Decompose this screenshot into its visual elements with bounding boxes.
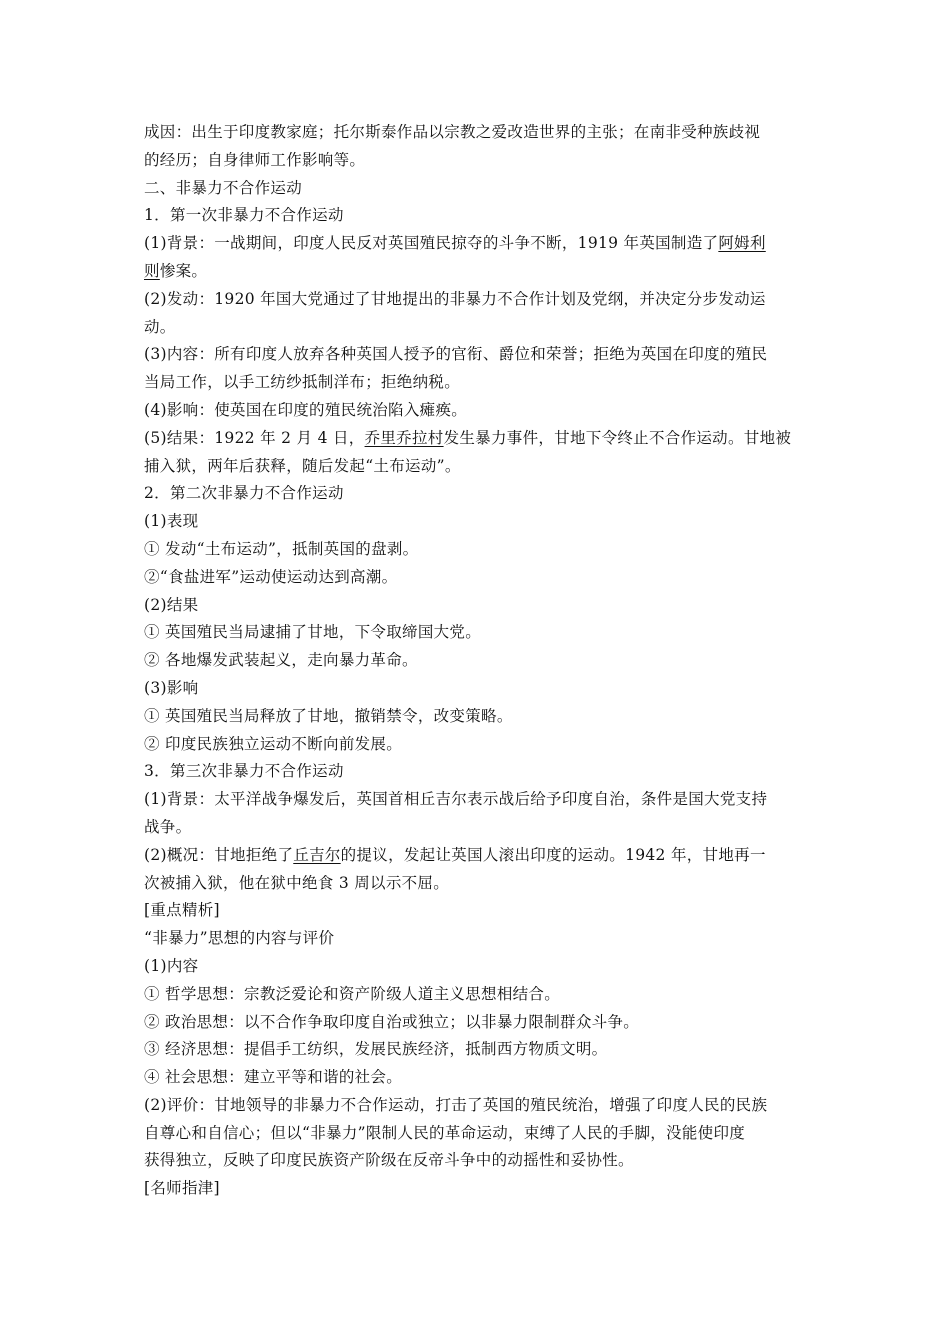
text-segment: 动。 — [144, 317, 176, 336]
text-line — [144, 592, 810, 620]
text-line — [144, 925, 810, 953]
text-line — [144, 202, 810, 230]
text-line — [144, 1036, 810, 1064]
text-segment: ① 发动“土布运动”，抵制英国的盘剥。 — [144, 539, 419, 558]
text-line — [144, 564, 810, 592]
text-segment: ② 各地爆发武装起义，走向暴力革命。 — [144, 651, 418, 670]
text-segment: 3．第三次非暴力不合作运动 — [144, 762, 344, 781]
text-line — [144, 703, 810, 731]
text-line — [144, 536, 810, 564]
underlined-term: 阿姆利 — [718, 234, 766, 253]
text-segment: ① 英国殖民当局释放了甘地，撤销禁令，改变策略。 — [144, 706, 513, 725]
text-segment: 惨案。 — [159, 261, 208, 280]
text-segment: ② 印度民族独立运动不断向前发展。 — [144, 734, 403, 753]
text-line — [144, 314, 810, 342]
text-line — [144, 953, 810, 981]
text-line — [144, 842, 810, 870]
text-line — [144, 1009, 810, 1037]
text-segment: (2)评价：甘地领导的非暴力不合作运动，打击了英国的殖民统治，增强了印度人民的民族 — [144, 1095, 768, 1114]
text-segment: 成因：出生于印度教家庭；托尔斯泰作品以宗教之爱改造世界的主张；在南非受种族歧视 — [144, 123, 761, 141]
text-segment: (2)概况：甘地拒绝了 — [144, 845, 294, 864]
text-segment: 战争。 — [144, 817, 192, 836]
text-segment: “非暴力”思想的内容与评价 — [144, 929, 335, 948]
text-segment: 当局工作，以手工纺纱抵制洋布；拒绝纳税。 — [144, 373, 461, 392]
text-segment: ②“食盐进军”运动使运动达到高潮。 — [144, 567, 398, 586]
text-line — [144, 1092, 810, 1120]
text-segment: ① 英国殖民当局逮捕了甘地，下令取缔国大党。 — [144, 623, 482, 642]
text-segment: (5)结果：1922 年 2 月 4 日， — [144, 428, 365, 447]
text-segment: (2)结果 — [144, 595, 199, 614]
text-segment: (3)内容：所有印度人放弃各种英国人授予的官衔、爵位和荣誉；拒绝为英国在印度的殖民 — [144, 345, 768, 364]
text-segment: [名师指津] — [144, 1179, 220, 1198]
text-line — [144, 369, 810, 397]
text-segment: ② 政治思想：以不合作争取印度自治或独立；以非暴力限制群众斗争。 — [144, 1012, 640, 1031]
text-line — [144, 758, 810, 786]
text-line — [144, 1064, 810, 1092]
text-line — [144, 981, 810, 1009]
text-segment: 捕入狱，两年后获释，随后发起“土布运动”。 — [144, 456, 461, 475]
text-line — [144, 870, 810, 898]
text-segment: (1)内容 — [144, 956, 199, 975]
text-segment: ④ 社会思想：建立平等和谐的社会。 — [144, 1068, 403, 1087]
text-segment: (1)背景：太平洋战争爆发后，英国首相丘吉尔表示战后给予印度自治，条件是国大党支持 — [144, 790, 768, 809]
text-segment: 自尊心和自信心；但以“非暴力”限制人民的革命运动，束缚了人民的手脚，没能使印度 — [144, 1123, 746, 1142]
text-segment: (3)影响 — [144, 678, 199, 697]
text-line — [144, 119, 810, 147]
text-segment: [重点精析] — [144, 901, 220, 920]
text-line — [144, 453, 810, 481]
text-line — [144, 147, 810, 175]
text-segment: (1)背景：一战期间，印度人民反对英国殖民掠夺的斗争不断，1919 年英国制造了 — [144, 234, 719, 253]
text-segment: 的提议，发起让英国人滚出印度的运动。1942 年，甘地再一 — [340, 845, 766, 864]
text-segment: 发生暴力事件，甘地下令终止不合作运动。甘地被 — [443, 428, 792, 447]
text-line — [144, 175, 810, 203]
text-segment: (4)影响：使英国在印度的殖民统治陷入瘫痪。 — [144, 400, 468, 419]
text-line — [144, 786, 810, 814]
text-line — [144, 814, 810, 842]
text-line — [144, 619, 810, 647]
text-line — [144, 897, 810, 925]
text-segment: 的经历；自身律师工作影响等。 — [144, 150, 366, 169]
text-line — [144, 731, 810, 759]
text-line — [144, 230, 810, 258]
text-segment: 获得独立，反映了印度民族资产阶级在反帝斗争中的动摇性和妥协性。 — [144, 1151, 634, 1170]
text-segment: ① 哲学思想：宗教泛爱论和资产阶级人道主义思想相结合。 — [144, 984, 561, 1003]
text-line — [144, 258, 810, 286]
text-segment: 次被捕入狱，他在狱中绝食 3 周以示不屈。 — [144, 873, 450, 892]
text-line — [144, 341, 810, 369]
text-line — [144, 1120, 810, 1148]
text-segment: (2)发动：1920 年国大党通过了甘地提出的非暴力不合作计划及党纲，并决定分步发动运 — [144, 289, 766, 308]
text-line — [144, 425, 810, 453]
text-line — [144, 647, 810, 675]
text-line — [144, 1147, 810, 1175]
underlined-term: 乔里乔拉村 — [364, 428, 444, 447]
text-segment: (1)表现 — [144, 512, 199, 531]
text-line — [144, 508, 810, 536]
text-line — [144, 397, 810, 425]
text-segment: 1．第一次非暴力不合作运动 — [144, 206, 344, 225]
text-line — [144, 286, 810, 314]
document-body — [144, 119, 810, 1203]
text-line — [144, 480, 810, 508]
text-segment: ③ 经济思想：提倡手工纺织，发展民族经济，抵制西方物质文明。 — [144, 1040, 608, 1059]
text-line — [144, 675, 810, 703]
underlined-term: 则 — [144, 261, 160, 280]
text-line — [144, 1175, 810, 1203]
underlined-term: 丘吉尔 — [293, 845, 341, 864]
text-segment: 2．第二次非暴力不合作运动 — [144, 484, 344, 503]
text-segment: 二、非暴力不合作运动 — [144, 178, 303, 197]
